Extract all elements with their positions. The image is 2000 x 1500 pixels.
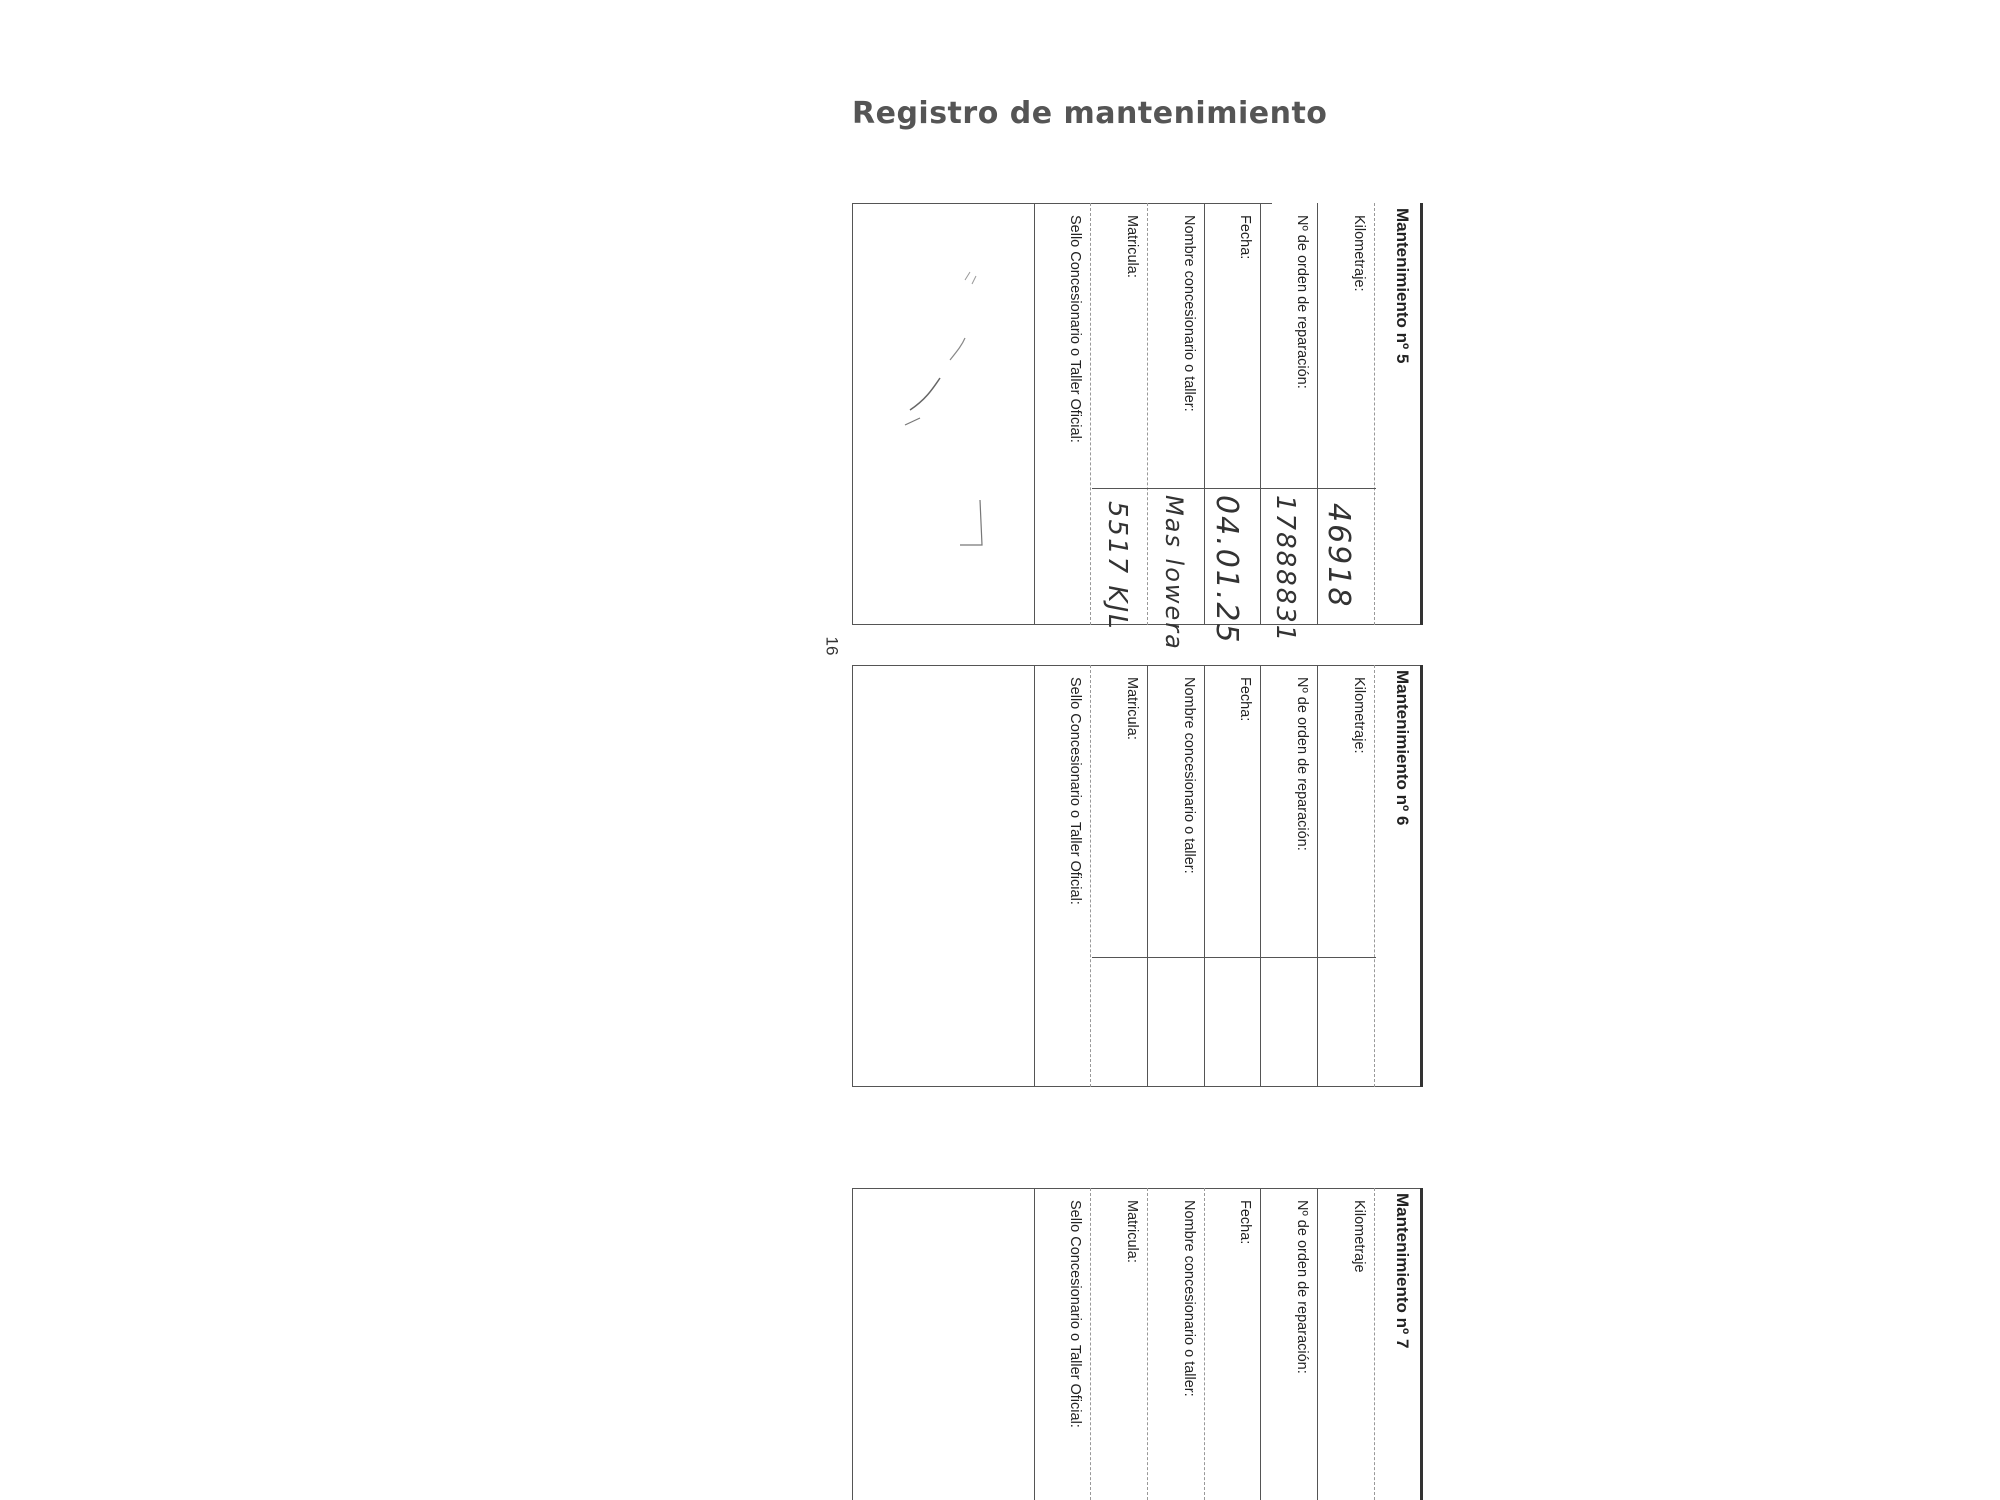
value-fecha: 04.01.25	[1209, 495, 1244, 645]
record-top-border	[852, 1188, 1422, 1189]
value-orden-reparacion: 17888831	[1270, 495, 1300, 644]
row-divider	[1374, 665, 1375, 1087]
label-fecha: Fecha:	[1237, 215, 1253, 260]
label-orden-reparacion: Nº de orden de reparación:	[1294, 215, 1310, 389]
label-sello: Sello Concesionario o Taller Oficial:	[1067, 677, 1083, 905]
record-left-border	[852, 203, 853, 625]
page-title: Registro de mantenimiento	[852, 96, 1328, 131]
row-divider	[1147, 1188, 1148, 1500]
label-concesionario: Nombre concesionario o taller:	[1181, 215, 1197, 412]
value-column-border	[1092, 957, 1376, 958]
value-column-border	[1092, 488, 1376, 489]
record-title: Mantenimiento nº 7	[1393, 1193, 1412, 1349]
label-kilometraje: Kilometraje:	[1351, 677, 1367, 754]
value-matricula: 5517 KJL	[1102, 501, 1132, 631]
maintenance-record-6	[852, 665, 1422, 1087]
row-divider	[1204, 1188, 1205, 1500]
row-divider	[1147, 203, 1148, 625]
row-divider	[1204, 665, 1205, 1087]
record-title-rule	[1420, 665, 1423, 1087]
label-sello: Sello Concesionario o Taller Oficial:	[1067, 215, 1083, 443]
record-bottom-border	[852, 1086, 1422, 1087]
row-divider	[1260, 1188, 1261, 1500]
record-top-border	[852, 203, 1272, 204]
label-matricula: Matricula:	[1124, 215, 1140, 278]
label-concesionario: Nombre concesionario o taller:	[1181, 1200, 1197, 1397]
record-title: Mantenimiento nº 6	[1393, 670, 1412, 826]
label-concesionario: Nombre concesionario o taller:	[1181, 677, 1197, 874]
maintenance-record-7	[852, 1188, 1422, 1500]
record-top-border	[852, 665, 1422, 666]
stamp-divider	[1034, 665, 1035, 1087]
record-left-border	[852, 665, 853, 1087]
label-kilometraje: Kilometraje:	[1351, 215, 1367, 292]
stamp-divider	[1034, 1188, 1035, 1500]
label-fecha: Fecha:	[1237, 1200, 1253, 1245]
row-divider	[1090, 203, 1091, 625]
value-concesionario: Mas lowera	[1160, 495, 1188, 651]
label-orden-reparacion: Nº de orden de reparación:	[1294, 1200, 1310, 1374]
stamp-divider	[1034, 203, 1035, 625]
value-kilometraje: 46918	[1321, 503, 1356, 609]
row-divider	[1090, 1188, 1091, 1500]
record-title-rule	[1420, 1188, 1423, 1500]
row-divider	[1204, 203, 1205, 625]
stamp-scribble	[870, 250, 1020, 550]
row-divider	[1260, 665, 1261, 1087]
label-matricula: Matricula:	[1124, 677, 1140, 740]
record-left-border	[852, 1188, 853, 1500]
page-number: 16	[822, 636, 842, 656]
row-divider	[1090, 665, 1091, 1087]
label-fecha: Fecha:	[1237, 677, 1253, 722]
row-divider	[1260, 203, 1261, 625]
row-divider	[1317, 665, 1318, 1087]
record-title: Mantenimiento nº 5	[1393, 208, 1412, 364]
label-sello: Sello Concesionario o Taller Oficial:	[1067, 1200, 1083, 1428]
record-title-rule	[1420, 203, 1423, 625]
row-divider	[1374, 203, 1375, 625]
row-divider	[1317, 1188, 1318, 1500]
record-bottom-border	[852, 624, 1422, 625]
row-divider	[1147, 665, 1148, 1087]
label-matricula: Matricula:	[1124, 1200, 1140, 1263]
label-orden-reparacion: Nº de orden de reparación:	[1294, 677, 1310, 851]
row-divider	[1317, 203, 1318, 625]
label-kilometraje: Kilometraje	[1351, 1200, 1367, 1273]
row-divider	[1374, 1188, 1375, 1500]
